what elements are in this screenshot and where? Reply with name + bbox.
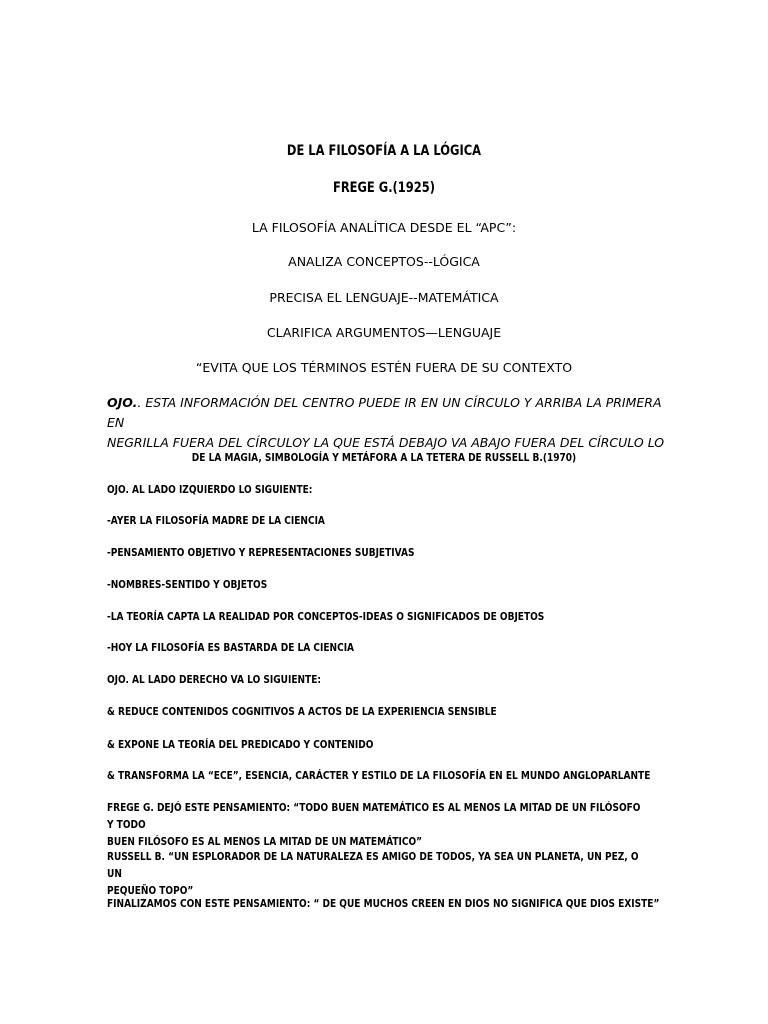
frege-quote-line: BUEN FILÓSOFO ES AL MENOS LA MITAD DE UN MATEMÁTICO” <box>107 835 423 848</box>
frege-quote-line: FREGE G. DEJÓ ESTE PENSAMIENTO: “TODO BUEN MATEMÁTICO ES AL MENOS LA MITAD DE UN FILÓSOFO Y TODO <box>107 801 641 831</box>
right-heading: OJO. AL LADO DERECHO VA LO SIGUIENTE: <box>107 673 321 686</box>
frege-quote <box>107 799 648 850</box>
intro-line: CLARIFICA ARGUMENTOS—LENGUAJE <box>266 325 502 340</box>
ojo-note <box>107 393 667 453</box>
russell-quote <box>107 848 648 899</box>
left-list-item: -AYER LA FILOSOFÍA MADRE DE LA CIENCIA <box>107 514 325 527</box>
document-subtitle: FREGE G.(1925) <box>332 180 436 196</box>
left-list-item: -PENSAMIENTO OBJETIVO Y REPRESENTACIONES SUBJETIVAS <box>107 546 415 559</box>
intro-line: “EVITA QUE LOS TÉRMINOS ESTÉN FUERA DE SU CONTEXTO <box>195 360 573 375</box>
intro-line: ANALIZA CONCEPTOS--LÓGICA <box>288 254 480 269</box>
left-list-item: -HOY LA FILOSOFÍA ES BASTARDA DE LA CIENCIA <box>107 641 355 654</box>
ojo-note-text: . ESTA INFORMACIÓN DEL CENTRO PUEDE IR EN UN CÍRCULO Y ARRIBA LA PRIMERA EN <box>107 395 662 430</box>
right-list-item: & REDUCE CONTENIDOS COGNITIVOS A ACTOS DE LA EXPERIENCIA SENSIBLE <box>107 705 497 718</box>
right-list-item: & TRANSFORMA LA “ECE”, ESENCIA, CARÁCTER Y ESTILO DE LA FILOSOFÍA EN EL MUNDO ANGLOPARLANTE <box>107 769 651 782</box>
right-list-item: & EXPONE LA TEORÍA DEL PREDICADO Y CONTENIDO <box>107 738 374 751</box>
left-heading: OJO. AL LADO IZQUIERDO LO SIGUIENTE: <box>107 483 313 496</box>
intro-line: LA FILOSOFÍA ANALÍTICA DESDE EL “APC”: <box>251 220 517 235</box>
section-heading: DE LA MAGIA, SIMBOLOGÍA Y METÁFORA A LA TETERA DE RUSSELL B.(1970) <box>191 451 577 464</box>
left-list-item: -LA TEORÍA CAPTA LA REALIDAD POR CONCEPTOS-IDEAS O SIGNIFICADOS DE OBJETOS <box>107 610 545 623</box>
left-list-item: -NOMBRES-SENTIDO Y OBJETOS <box>107 578 268 591</box>
ojo-note-line: NEGRILLA FUERA DEL CÍRCULOY LA QUE ESTÁ DEBAJO VA ABAJO FUERA DEL CÍRCULO LO <box>107 435 665 450</box>
closing-thought: FINALIZAMOS CON ESTE PENSAMIENTO: “ DE QUE MUCHOS CREEN EN DIOS NO SIGNIFICA QUE DIOS EXISTE” <box>107 897 660 910</box>
ojo-note-line <box>107 393 667 433</box>
russell-quote-line: RUSSELL B. “UN ESPLORADOR DE LA NATURALEZA ES AMIGO DE TODOS, YA SEA UN PLANETA, UN PEZ, O UN <box>107 850 639 880</box>
document-title: DE LA FILOSOFÍA A LA LÓGICA <box>286 143 482 159</box>
intro-line: PRECISA EL LENGUAJE--MATEMÁTICA <box>269 290 499 305</box>
russell-quote-line: PEQUEÑO TOPO” <box>107 884 194 897</box>
ojo-lead: OJO. <box>107 395 138 410</box>
